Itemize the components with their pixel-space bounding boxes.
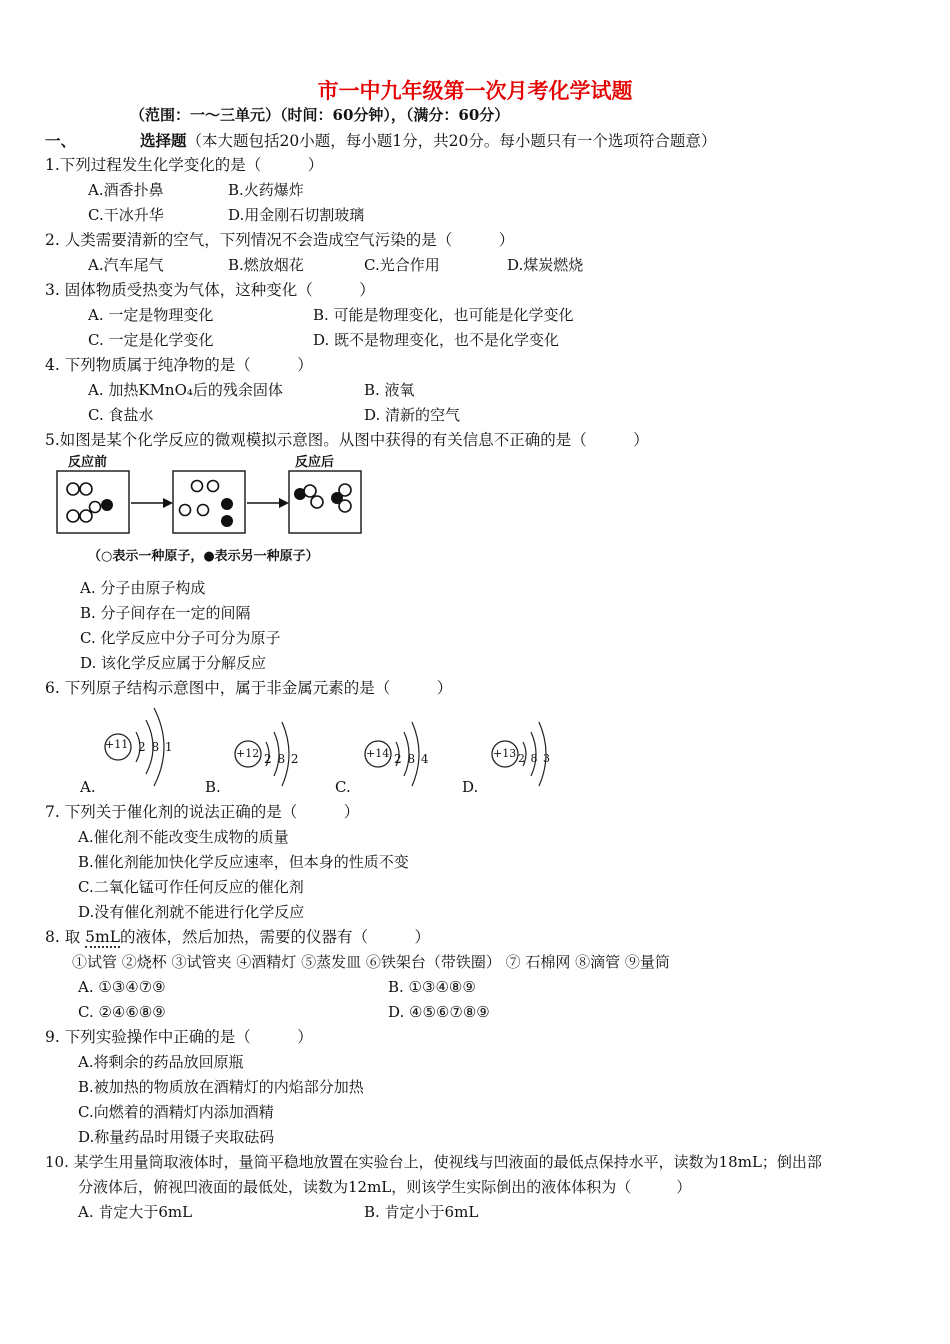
q8-option-a[interactable]: A. ①③④⑦⑨	[78, 978, 166, 996]
q3-option-a[interactable]: A. 一定是物理变化	[88, 306, 214, 324]
q7-option-b[interactable]: B.催化剂能加快化学反应速率，但本身的性质不变	[78, 853, 409, 871]
q4-option-b[interactable]: B. 液氧	[364, 381, 415, 399]
q8-stem-post: 的液体，然后加热，需要的仪器有（ ）	[120, 928, 431, 946]
q2-option-d[interactable]: D.煤炭燃烧	[507, 256, 584, 274]
q8-stem	[45, 927, 430, 947]
atom-a-electrons: 2 8 1	[138, 740, 174, 754]
q2-option-a[interactable]: A.汽车尾气	[88, 256, 164, 274]
atom-d-electrons: 2 8 3	[518, 752, 551, 765]
q2-option-c[interactable]: C.光合作用	[364, 256, 440, 274]
section-heading	[140, 131, 716, 151]
q8-items: ①试管 ②烧杯 ③试管夹 ④酒精灯 ⑤蒸发皿 ⑥铁架台（带铁圈） ⑦ 石棉网 ⑧滴管 ⑨量筒	[72, 953, 670, 971]
page-title: 市一中九年级第一次月考化学试题	[317, 78, 633, 103]
q9-option-c[interactable]: C.向燃着的酒精灯内添加酒精	[78, 1103, 274, 1121]
arrow-icon	[279, 498, 289, 508]
q8-option-b[interactable]: B. ①③④⑧⑨	[388, 978, 476, 996]
q7-stem: 7. 下列关于催化剂的说法正确的是（ ）	[45, 803, 360, 821]
q9-option-b[interactable]: B.被加热的物质放在酒精灯的内焰部分加热	[78, 1078, 364, 1096]
q5-label-before: 反应前	[68, 455, 108, 470]
q4-option-d[interactable]: D. 清新的空气	[364, 406, 461, 424]
exam-info: （范围：一～三单元）（时间：60分钟），（满分：60分）	[130, 106, 510, 124]
arrow-icon	[163, 498, 173, 508]
q9-option-d[interactable]: D.称量药品时用镊子夹取砝码	[78, 1128, 275, 1146]
atom-a-nucleus: +11	[105, 738, 129, 751]
q5-option-d[interactable]: D. 该化学反应属于分解反应	[80, 654, 267, 672]
q6-option-a-label[interactable]: A.	[80, 778, 96, 796]
q1-option-d[interactable]: D.用金刚石切割玻璃	[228, 206, 365, 224]
q7-option-d[interactable]: D.没有催化剂就不能进行化学反应	[78, 903, 305, 921]
q10-option-a[interactable]: A. 肯定大于6mL	[78, 1203, 193, 1221]
q5-stem: 5.如图是某个化学反应的微观模拟示意图。从图中获得的有关信息不正确的是（ ）	[45, 431, 649, 449]
q6-stem: 6. 下列原子结构示意图中，属于非金属元素的是（ ）	[45, 679, 453, 697]
q3-stem: 3. 固体物质受热变为气体，这种变化（ ）	[45, 281, 375, 299]
q4-option-a[interactable]: A. 加热KMnO₄后的残余固体	[88, 381, 283, 399]
q3-option-c[interactable]: C. 一定是化学变化	[88, 331, 214, 349]
q9-option-a[interactable]: A.将剩余的药品放回原瓶	[78, 1053, 244, 1071]
q5-label-after: 反应后	[295, 455, 335, 470]
q5-legend: （○表示一种原子，●表示另一种原子）	[88, 549, 319, 564]
q5-option-c[interactable]: C. 化学反应中分子可分为原子	[80, 629, 281, 647]
q3-option-b[interactable]: B. 可能是物理变化，也可能是化学变化	[313, 306, 574, 324]
q3-option-d[interactable]: D. 既不是物理变化，也不是化学变化	[313, 331, 560, 349]
middle-box	[173, 471, 245, 533]
q1-option-b[interactable]: B.火药爆炸	[228, 181, 304, 199]
section-label: 选择题	[140, 131, 187, 150]
section-number: 一、	[45, 131, 77, 150]
q4-stem: 4. 下列物质属于纯净物的是（ ）	[45, 356, 313, 374]
q10-stem-line2: 分液体后，俯视凹液面的最低处，读数为12mL，则该学生实际倒出的液体体积为（ ）	[78, 1178, 692, 1196]
q5-option-b[interactable]: B. 分子间存在一定的间隔	[80, 604, 251, 622]
q1-option-a[interactable]: A.酒香扑鼻	[88, 181, 164, 199]
q1-option-c[interactable]: C.干冰升华	[88, 206, 164, 224]
atom-c-nucleus: +14	[366, 747, 390, 760]
q9-stem: 9. 下列实验操作中正确的是（ ）	[45, 1028, 313, 1046]
q2-option-b[interactable]: B.燃放烟花	[228, 256, 304, 274]
atom-d-nucleus: +13	[493, 747, 517, 760]
q10-option-b[interactable]: B. 肯定小于6mL	[364, 1203, 479, 1221]
q6-option-c-label[interactable]: C.	[335, 778, 351, 796]
q8-stem-pre: 8. 取	[45, 928, 81, 946]
atom-b-nucleus: +12	[236, 747, 260, 760]
q1-stem: 1.下列过程发生化学变化的是（ ）	[45, 156, 324, 174]
atom-b-electrons: 2 8 2	[264, 752, 300, 766]
section-desc: （本大题包括20小题，每小题1分，共20分。每小题只有一个选项符合题意）	[186, 132, 717, 150]
q8-option-c[interactable]: C. ②④⑥⑧⑨	[78, 1003, 166, 1021]
q10-stem-line1: 10. 某学生用量筒取液体时，量筒平稳地放置在实验台上，使视线与凹液面的最低点保持水平，读数为18mL；倒出部	[45, 1153, 822, 1171]
atom-c-electrons: 2 8 4	[394, 752, 430, 766]
q4-option-c[interactable]: C. 食盐水	[88, 406, 154, 424]
q6-option-b-label[interactable]: B.	[205, 778, 221, 796]
q5-option-a[interactable]: A. 分子由原子构成	[80, 579, 206, 597]
q8-stem-emph: 5mL	[85, 928, 121, 946]
q7-option-a[interactable]: A.催化剂不能改变生成物的质量	[78, 828, 289, 846]
q7-option-c[interactable]: C.二氧化锰可作任何反应的催化剂	[78, 878, 304, 896]
q2-stem: 2. 人类需要清新的空气，下列情况不会造成空气污染的是（ ）	[45, 231, 515, 249]
q6-option-d-label[interactable]: D.	[462, 778, 479, 796]
reaction-diagram	[55, 465, 365, 540]
q8-option-d[interactable]: D. ④⑤⑥⑦⑧⑨	[388, 1003, 490, 1021]
